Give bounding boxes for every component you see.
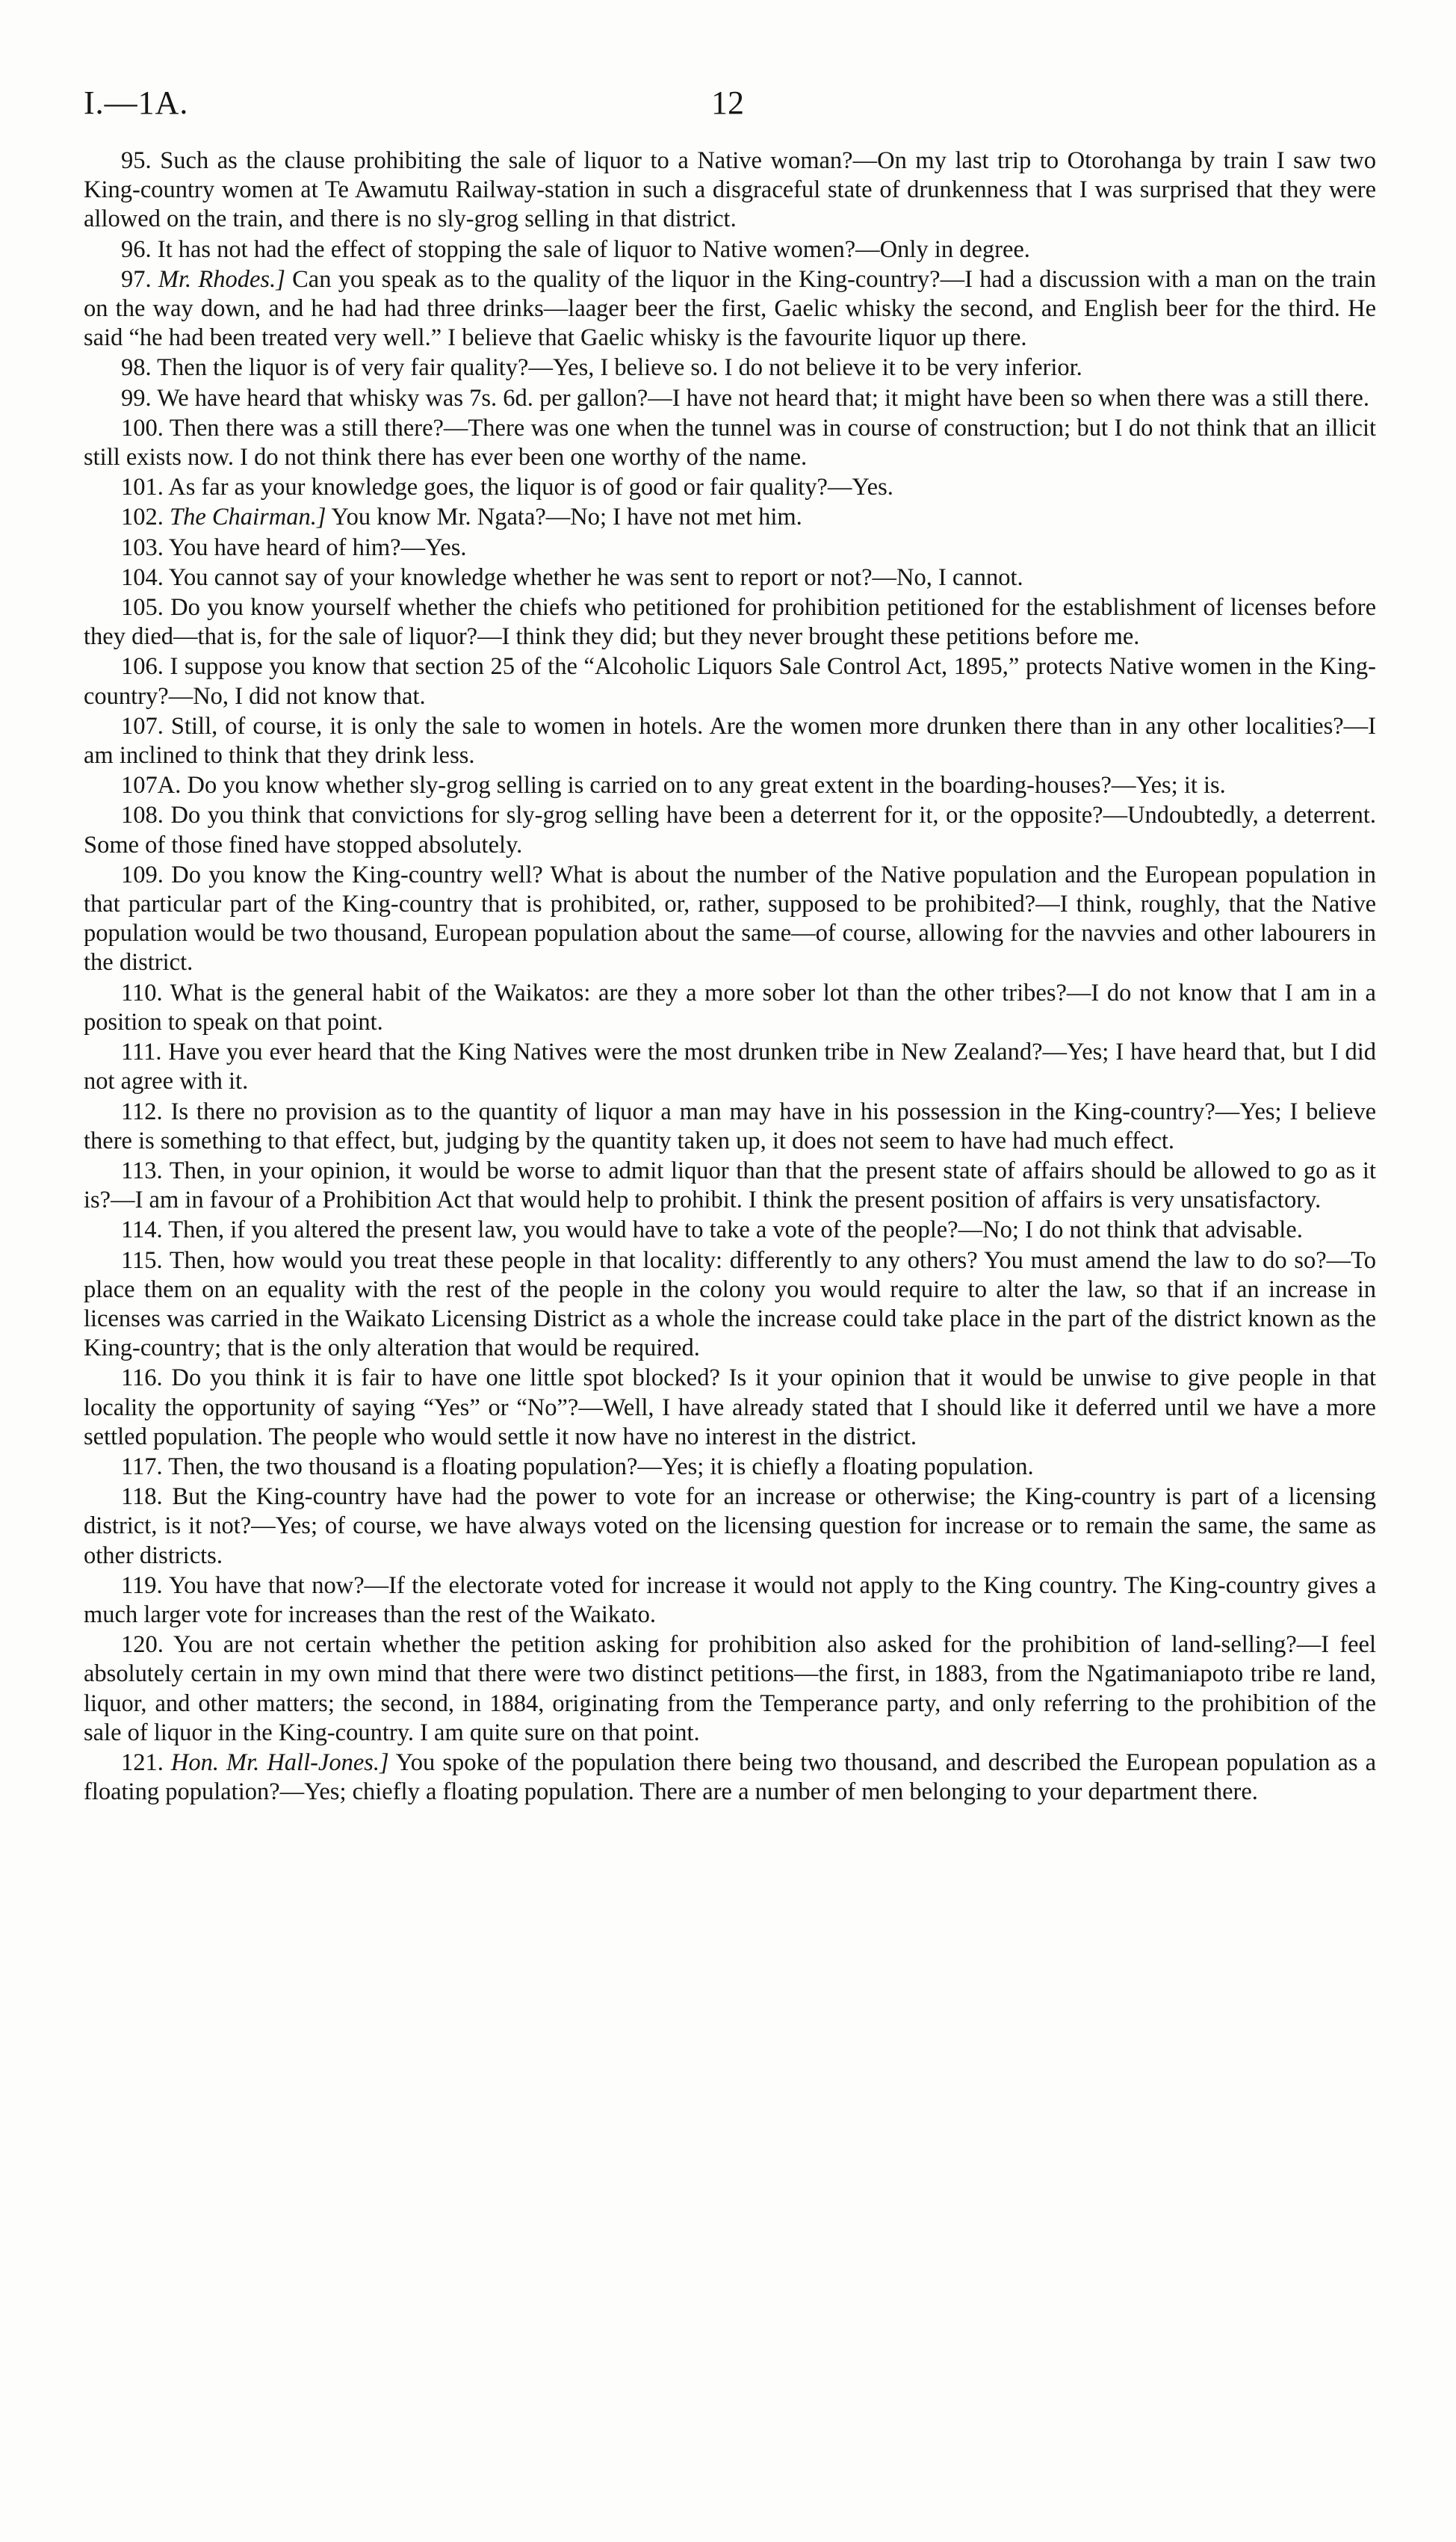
question-number: 105. <box>121 594 164 622</box>
question-number: 104. <box>121 563 164 591</box>
question-number: 109. <box>121 861 164 888</box>
page-number: 12 <box>711 84 744 121</box>
question-number: 117. <box>121 1453 163 1480</box>
question-116 <box>84 1364 1376 1452</box>
question-text: It has not had the effect of stopping the sale of liquor to Native women?—Only in degree. <box>157 235 1030 263</box>
question-number: 108. <box>121 802 164 829</box>
evidence-body <box>84 146 1376 1807</box>
question-number: 113. <box>121 1157 163 1184</box>
question-number: 99. <box>121 384 152 412</box>
question-text: We have heard that whisky was 7s. 6d. per gallon?—I have not heard that; it might have been so when there was a still there. <box>157 384 1369 412</box>
question-text: You are not certain whether the petition asking for prohibition also asked for the prohibition of land-selling?—I feel absolutely certain in my own mind that there were two distinct petitions—the first, in 1883, from the Ngatimaniapoto tribe re land, liquor, and other matters; the second, in 1884, originating from the Temperance party, and only referring to the prohibition of the sale of liquor in the King-country. I am quite sure on that point. <box>84 1631 1377 1746</box>
question-108 <box>84 801 1376 859</box>
question-115 <box>84 1246 1376 1364</box>
question-110 <box>84 979 1376 1037</box>
question-text: Still, of course, it is only the sale to women in hotels. Are the women more drunken there than in any other localities?—I am inclined to think that they drink less. <box>84 712 1376 770</box>
question-number: 107A. <box>121 772 182 800</box>
question-111 <box>84 1038 1376 1096</box>
question-number: 121. <box>121 1748 164 1776</box>
question-120 <box>84 1630 1376 1748</box>
question-number: 112. <box>121 1098 163 1125</box>
question-text: Do you know the King-country well? What is about the number of the Native population and the European population in that particular part of the King-country that is prohibited, or, rather, supposed to be prohibited?—I think, roughly, that the Native population would be two thousand, European population about the same—of course, allowing for the navvies and other labourers in the district. <box>84 861 1377 977</box>
question-text: Then there was a still there?—There was one when the tunnel was in course of construction; but I do not think that an illicit still exists now. I do not think there has ever been one worthy of the name. <box>84 414 1376 471</box>
question-text: Can you speak as to the quality of the liquor in the King-country?—I had a discussion with a man on the train on the way down, and he had had three drinks—laager beer the first, Gaelic whisky the second, and English beer for the third. He said “he had been treated very well.” I believe that Gaelic whisky is the favourite liquor up there. <box>84 265 1376 352</box>
question-number: 101. <box>121 474 164 501</box>
question-98 <box>84 353 1376 383</box>
question-text: As far as your knowledge goes, the liquor is of good or fair quality?—Yes. <box>168 474 893 501</box>
question-number: 107. <box>121 712 164 740</box>
question-text: Have you ever heard that the King Natives were the most drunken tribe in New Zealand?—Yes; I have heard that, but I did not agree with it. <box>84 1039 1376 1095</box>
question-text: You spoke of the population there being two thousand, and described the European population as a floating population?—Yes; chiefly a floating population. There are a number of men belonging to your department there. <box>84 1748 1377 1806</box>
question-109 <box>84 861 1376 978</box>
question-number: 103. <box>121 534 164 561</box>
question-102 <box>84 503 1376 532</box>
question-100 <box>84 414 1376 472</box>
question-96 <box>84 235 1376 265</box>
question-text: You know Mr. Ngata?—No; I have not met him. <box>331 504 802 531</box>
question-number: 114. <box>121 1216 163 1244</box>
question-number: 96. <box>121 235 152 263</box>
question-text: You have that now?—If the electorate voted for increase it would not apply to the King country. The King-country gives a much larger vote for increases than the rest of the Waikato. <box>84 1571 1377 1628</box>
question-number: 120. <box>121 1631 164 1659</box>
question-107a <box>84 771 1376 800</box>
question-number: 111. <box>121 1039 162 1066</box>
question-text: You cannot say of your knowledge whether he was sent to report or not?—No, I cannot. <box>168 563 1023 591</box>
question-text: But the King-country have had the power to vote for an increase or otherwise; the King-country is part of a licensing district, is it not?—Yes; of course, we have always voted on the licensing question for increase or to remain the same, the same as other districts. <box>84 1483 1377 1569</box>
question-114 <box>84 1216 1376 1245</box>
question-99 <box>84 384 1376 413</box>
question-103 <box>84 534 1376 563</box>
question-number: 106. <box>121 653 164 681</box>
question-text: Do you think it is fair to have one little spot blocked? Is it your opinion that it would be unwise to give people in that locality the opportunity of saying “Yes” or “No”?—Well, I have already stated that I should like it deferred until we have a more settled population. The people who would settle it now have no interest in the district. <box>84 1364 1377 1450</box>
question-text: Then, if you altered the present law, you would have to take a vote of the people?—No; I do not think that advisable. <box>168 1216 1303 1244</box>
question-text: Do you think that convictions for sly-grog selling have been a deterrent for it, or the opposite?—Undoubtedly, a deterrent. Some of those fined have stopped absolutely. <box>84 802 1377 859</box>
question-number: 95. <box>121 147 152 174</box>
question-97 <box>84 265 1376 353</box>
question-text: Then, how would you treat these people in that locality: differently to any others? You must amend the law to do so?—To place them on an equality with the rest of the people in the colony you would require to alter the law, so that if an increase in licenses was carried in the Waikato Licensing District as a whole the increase could take place in the part of the district known as the King-country; that is the only alteration that would be required. <box>84 1246 1376 1362</box>
question-105 <box>84 593 1376 652</box>
speaker-name: Mr. Rhodes.] <box>158 265 285 293</box>
question-text: What is the general habit of the Waikatos: are they a more sober lot than the other tribes?—I do not know that I am in a position to speak on that point. <box>84 979 1376 1036</box>
question-text: Is there no provision as to the quantity of liquor a man may have in his possession in the King-country?—Yes; I believe there is something to that effect, but, judging by the quantity taken up, it does not seem to have had much effect. <box>84 1098 1377 1154</box>
question-104 <box>84 563 1376 593</box>
question-117 <box>84 1453 1376 1482</box>
document-reference: I.—1A. <box>84 84 189 121</box>
question-112 <box>84 1098 1376 1156</box>
question-number: 119. <box>121 1571 163 1599</box>
question-text: Then, in your opinion, it would be worse to admit liquor than that the present state of affairs should be allowed to go as it is?—I am in favour of a Prohibition Act that would help to prohibit. I think the present position of affairs is very unsatisfactory. <box>84 1157 1376 1214</box>
question-text: Then the liquor is of very fair quality?—Yes, I believe so. I do not believe it to be very inferior. <box>157 354 1082 382</box>
question-101 <box>84 473 1376 502</box>
question-number: 116. <box>121 1364 163 1392</box>
question-106 <box>84 652 1376 711</box>
question-113 <box>84 1157 1376 1215</box>
question-number: 118. <box>121 1483 163 1511</box>
question-number: 97. <box>121 265 152 293</box>
question-107 <box>84 712 1376 770</box>
question-number: 100. <box>121 414 164 442</box>
question-95 <box>84 146 1376 235</box>
question-118 <box>84 1482 1376 1571</box>
question-119 <box>84 1571 1376 1630</box>
question-text: Do you know whether sly-grog selling is carried on to any great extent in the boarding-houses?—Yes; it is. <box>187 772 1226 800</box>
question-text: Then, the two thousand is a floating population?—Yes; it is chiefly a floating population. <box>168 1453 1034 1480</box>
question-text: I suppose you know that section 25 of the “Alcoholic Liquors Sale Control Act, 1895,” protects Native women in the King-country?—No, I did not know that. <box>84 653 1376 710</box>
page-header <box>84 81 1376 126</box>
speaker-name: Hon. Mr. Hall-Jones.] <box>170 1748 389 1776</box>
question-text: Do you know yourself whether the chiefs who petitioned for prohibition petitioned for the establishment of licenses before they died—that is, for the sale of liquor?—I think they did; but they never brought these petitions before me. <box>84 594 1376 651</box>
question-number: 115. <box>121 1246 163 1274</box>
speaker-name: The Chairman.] <box>170 504 326 531</box>
question-121 <box>84 1748 1376 1807</box>
question-number: 102. <box>121 504 164 531</box>
question-number: 98. <box>121 354 152 382</box>
question-number: 110. <box>121 979 163 1006</box>
question-text: You have heard of him?—Yes. <box>168 534 467 561</box>
question-text: Such as the clause prohibiting the sale of liquor to a Native woman?—On my last trip to Otorohanga by train I saw two King-country women at Te Awamutu Railway-station in such a disgraceful state of drunkenness that I was surprised that they were allowed on the train, and there is no sly-grog selling in that district. <box>84 147 1377 233</box>
